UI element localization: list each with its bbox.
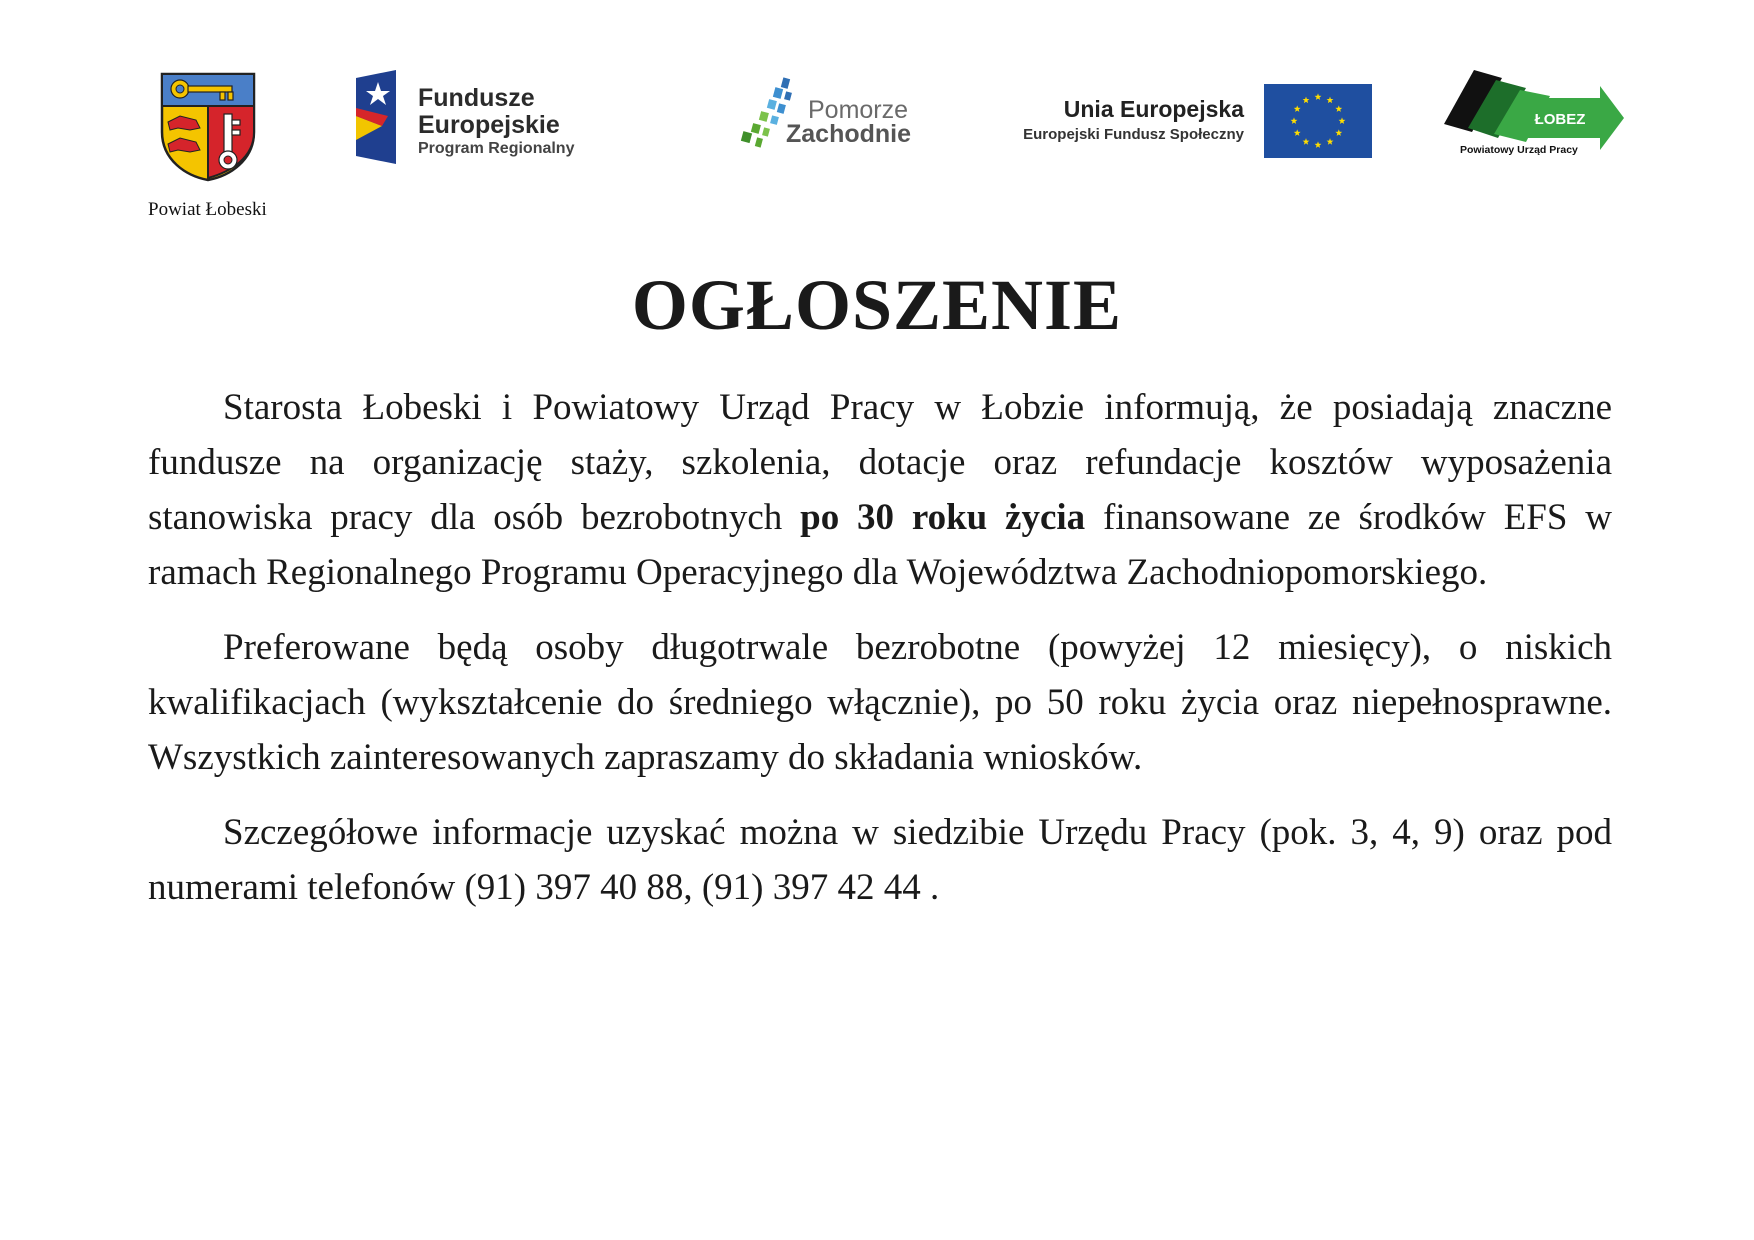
powiat-coat-of-arms-icon (160, 72, 256, 182)
fe-logo-line1: Fundusze (418, 84, 535, 112)
pup-badge-text: ŁOBEZ (1534, 111, 1586, 128)
powiat-caption: Powiat Łobeski (148, 199, 267, 220)
fundusze-europejskie-logo (348, 68, 588, 168)
eu-flag-icon (1264, 84, 1372, 158)
unia-europejska-logo (1018, 84, 1372, 158)
paragraph-1-bold: po 30 roku życia (800, 497, 1086, 538)
paragraph-1 (148, 380, 1612, 600)
paragraph-2: Preferowane będą osoby długotrwale bezrobotne (powyżej 12 miesięcy), o niskich kwalifikacjach (wykształcenie do średniego włącznie), po 50 roku życia oraz niepełnosprawne. Wszystkich zainteresowanych zapraszamy do składania wniosków. (148, 627, 1612, 778)
pz-logo-line1: Pomorze (808, 96, 909, 124)
fe-logo-line2: Europejskie (418, 111, 560, 139)
pomorze-zachodnie-logo (738, 76, 928, 156)
fundusze-europejskie-icon (348, 68, 400, 166)
powiat-logo (160, 72, 270, 182)
page-title: OGŁOSZENIE (631, 265, 1123, 345)
pz-logo-line2: Zachodnie (786, 120, 912, 148)
pup-logo-caption: Powiatowy Urząd Pracy (1460, 144, 1578, 156)
fe-logo-line3: Program Regionalny (418, 140, 575, 157)
paragraph-1-part-b: finansowane ze środków EFS w ramach Regionalnego Programu Operacyjnego dla Województwa Zachodniopomorskiego. (148, 497, 1612, 593)
ue-logo-line2: Europejski Fundusz Społeczny (1023, 126, 1244, 143)
ue-logo-line1: Unia Europejska (1063, 96, 1244, 122)
pup-lobez-icon (1444, 66, 1624, 156)
paragraph-3: Szczegółowe informacje uzyskać można w siedzibie Urzędu Pracy (pok. 3, 4, 9) oraz pod numerami telefonów (91) 397 40 88, (91) 397 42 44 . (148, 812, 1612, 908)
pup-lobez-logo (1444, 66, 1624, 162)
announcement-body (148, 380, 1612, 935)
paragraph-1-part-a: Starosta Łobeski i Powiatowy Urząd Pracy w Łobzie informują, że posiadają znaczne fundusze na organizację staży, szkolenia, dotacje oraz refundacje kosztów wyposażenia stanowiska pracy dla osób bezrobotnych (148, 387, 1612, 538)
